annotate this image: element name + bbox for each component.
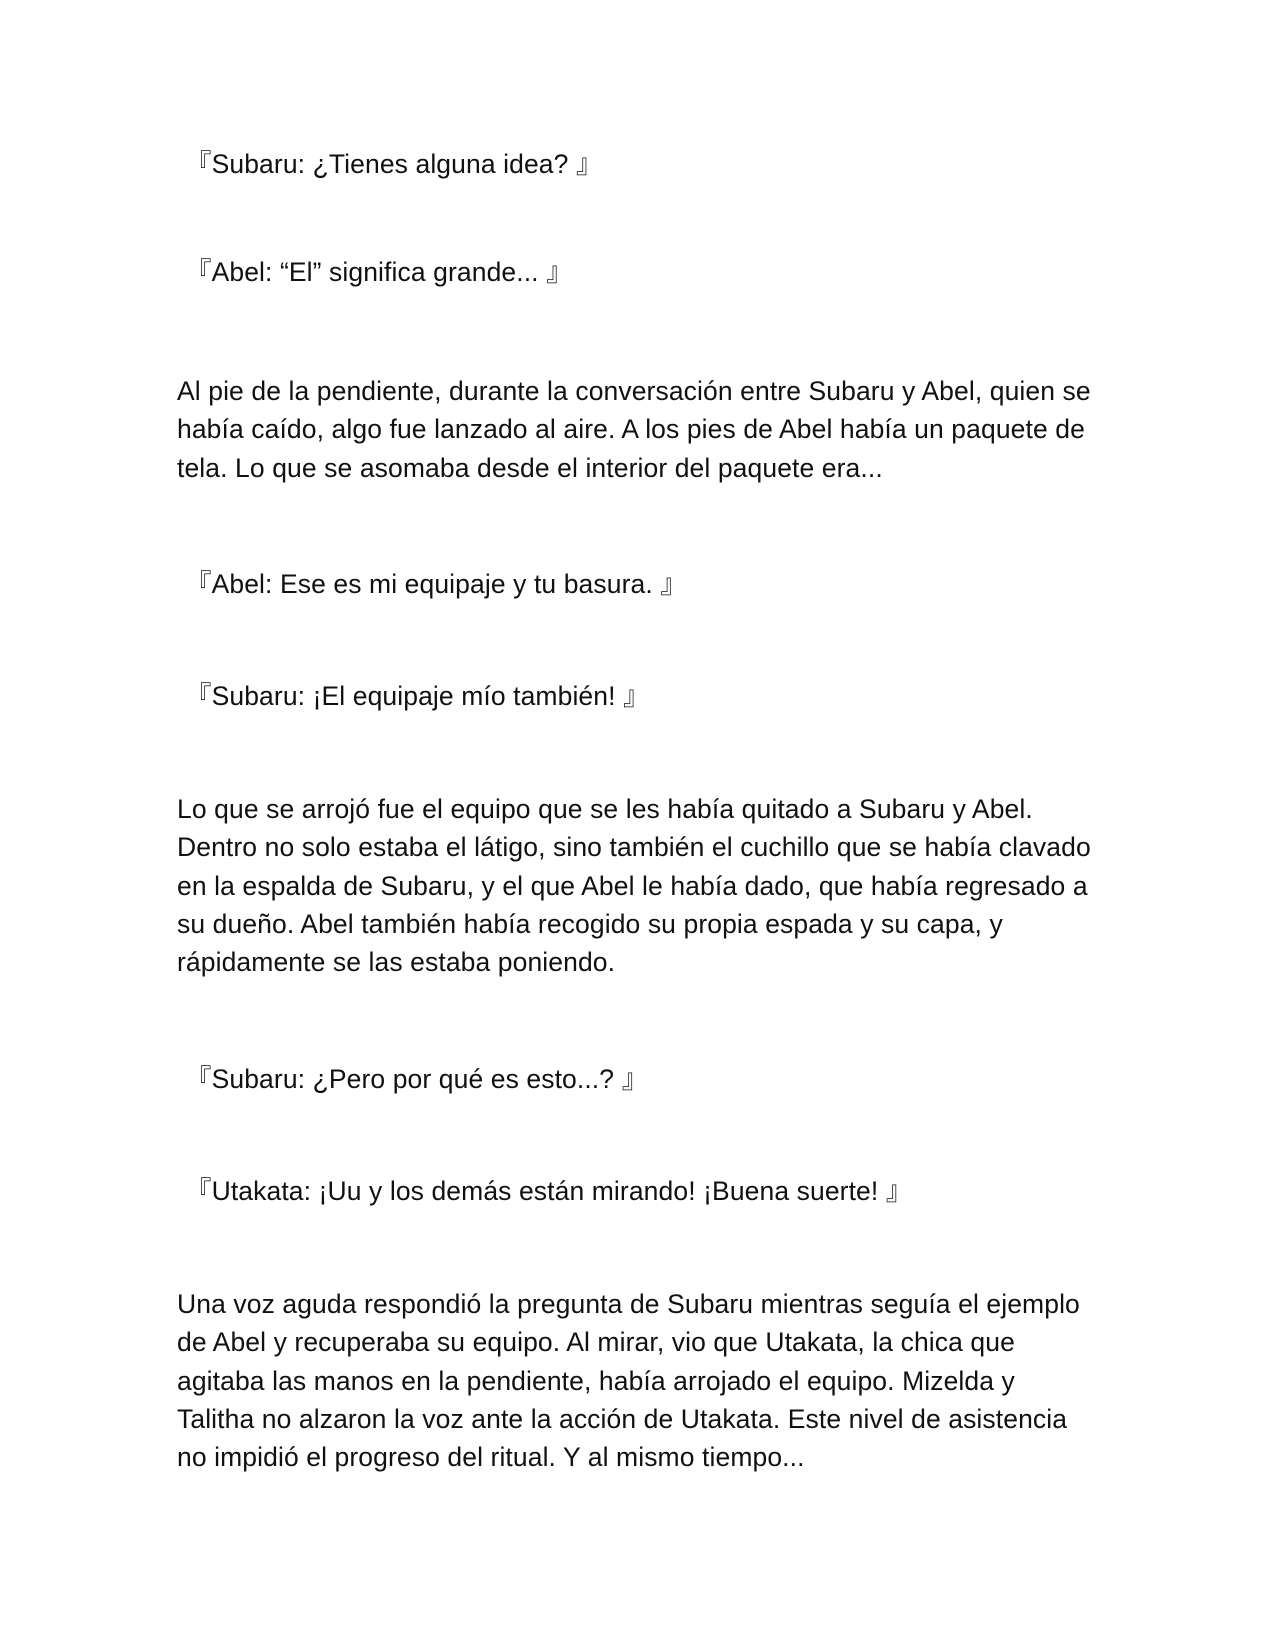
paragraph-voice: Una voz aguda respondió la pregunta de Subaru mientras seguía el ejemplo de Abel y recuperaba su equipo. Al mirar, vio que Utakata, la chica que agitaba las manos en la pendiente, había arrojado el equipo. Mizelda y Talitha no alzaron la voz ante la acción de Utakata. Este nivel de asistencia no impidió el progreso del ritual. Y al mismo tiempo...: [177, 1289, 1080, 1473]
paragraph-equipment: Lo que se arrojó fue el equipo que se les había quitado a Subaru y Abel. Dentro no solo estaba el látigo, sino también el cuchillo que se había clavado en la espalda de Subaru, y el que Abel le había dado, que había regresado a su dueño. Abel también había recogido su propia espada y su capa, y rápidamente se las estaba poniendo.: [177, 794, 1091, 978]
dialogue-subaru-idea: 『Subaru: ¿Tienes alguna idea? 』: [185, 149, 603, 179]
dialogue-utakata: 『Utakata: ¡Uu y los demás están mirando! ¡Buena suerte! 』: [185, 1176, 913, 1206]
dialogue-abel-luggage: 『Abel: Ese es mi equipaje y tu basura. 』: [185, 569, 687, 599]
dialogue-subaru-why: 『Subaru: ¿Pero por qué es esto...? 』: [185, 1064, 649, 1094]
dialogue-subaru-luggage: 『Subaru: ¡El equipaje mío también! 』: [185, 681, 650, 711]
paragraph-slope: Al pie de la pendiente, durante la conversación entre Subaru y Abel, quien se había caído, algo fue lanzado al aire. A los pies de Abel había un paquete de tela. Lo que se asomaba desde el interior del paquete era...: [177, 376, 1091, 483]
dialogue-abel-el: 『Abel: “El” significa grande... 』: [185, 257, 573, 287]
